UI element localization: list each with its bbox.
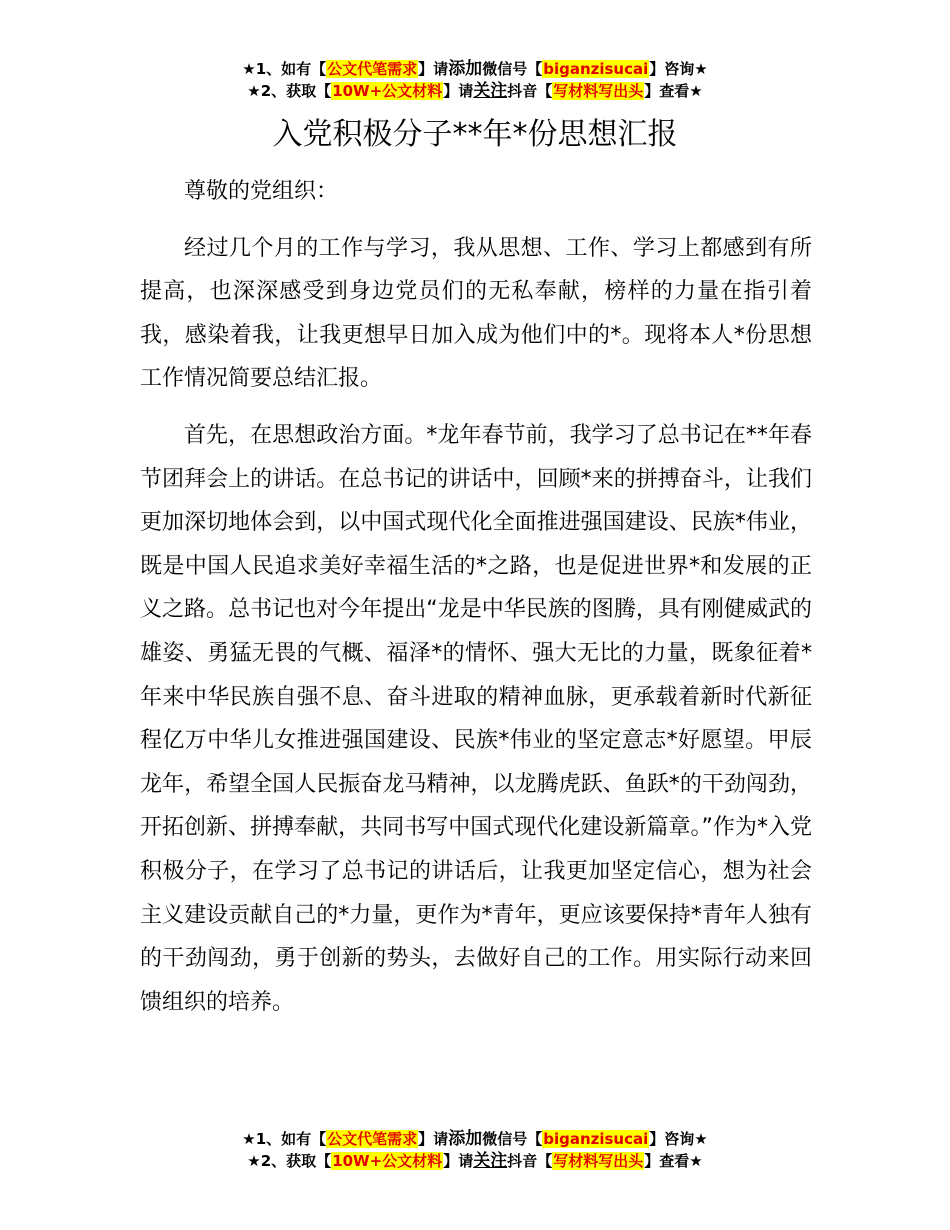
salutation: 尊敬的党组织：	[184, 179, 339, 204]
banner-line-2: ★2、获取【10W+公文材料】请关注抖音【写材料写出头】查看★	[247, 1151, 703, 1171]
banner-line-1: ★1、如有【公文代笔需求】请添加微信号【biganzisucai】咨询★	[242, 1129, 708, 1149]
highlight-wechat-id: biganzisucai	[543, 60, 649, 78]
highlight-service: 公文代笔需求	[327, 1130, 418, 1148]
highlight-wechat-id: biganzisucai	[543, 1130, 649, 1148]
banner-line-1: ★1、如有【公文代笔需求】请添加微信号【biganzisucai】咨询★	[242, 59, 708, 79]
highlight-service: 公文代笔需求	[327, 60, 418, 78]
banner-line-2: ★2、获取【10W+公文材料】请关注抖音【写材料写出头】查看★	[247, 81, 703, 101]
highlight-douyin-account: 写材料写出头	[553, 1152, 644, 1170]
highlight-douyin-account: 写材料写出头	[553, 82, 644, 100]
highlight-materials: 10W+公文材料	[332, 1152, 443, 1170]
paragraph-2: 首先，在思想政治方面。*龙年春节前，我学习了总书记在**年春节团拜会上的讲话。在总书记的讲话中，回顾*来的拼搏奋斗，让我们更加深切地体会到，以中国式现代化全面推进强国建设、民族*伟业，既是中国人民追求美好幸福生活的*之路，也是促进世界*和发展的正义之路。总书记也对今年提出“龙是中华民族的图腾，具有刚健威武的雄姿、勇猛无畏的气概、福泽*的情怀、强大无比的力量，既象征着*年来中华民族自强不息、奋斗进取的精神血脉，更承载着新时代新征程亿万中华儿女推进强国建设、民族*伟业的坚定意志*好愿望。甲辰龙年，希望全国人民振奋龙马精神，以龙腾虎跃、鱼跃*的干劲闯劲，开拓创新、拼搏奉献，共同书写中国式现代化建设新篇章。”作为*入党积极分子，在学习了总书记的讲话后，让我更加坚定信心，想为社会主义建设贡献自己的*力量，更作为*青年，更应该要保持*青年人独有的干劲闯劲，勇于创新的势头，去做好自己的工作。用实际行动来回馈组织的培养。	[140, 422, 812, 1015]
document-body	[140, 170, 812, 1037]
highlight-materials: 10W+公文材料	[332, 82, 443, 100]
document-title: 入党积极分子**年*份思想汇报	[272, 117, 678, 152]
header-banner	[0, 58, 950, 102]
paragraph-1: 经过几个月的工作与学习，我从思想、工作、学习上都感到有所提高，也深深感受到身边党员们的无私奉献，榜样的力量在指引着我，感染着我，让我更想早日加入成为他们中的*。现将本人*份思想工作情况简要总结汇报。	[140, 235, 812, 392]
footer-banner	[0, 1128, 950, 1172]
